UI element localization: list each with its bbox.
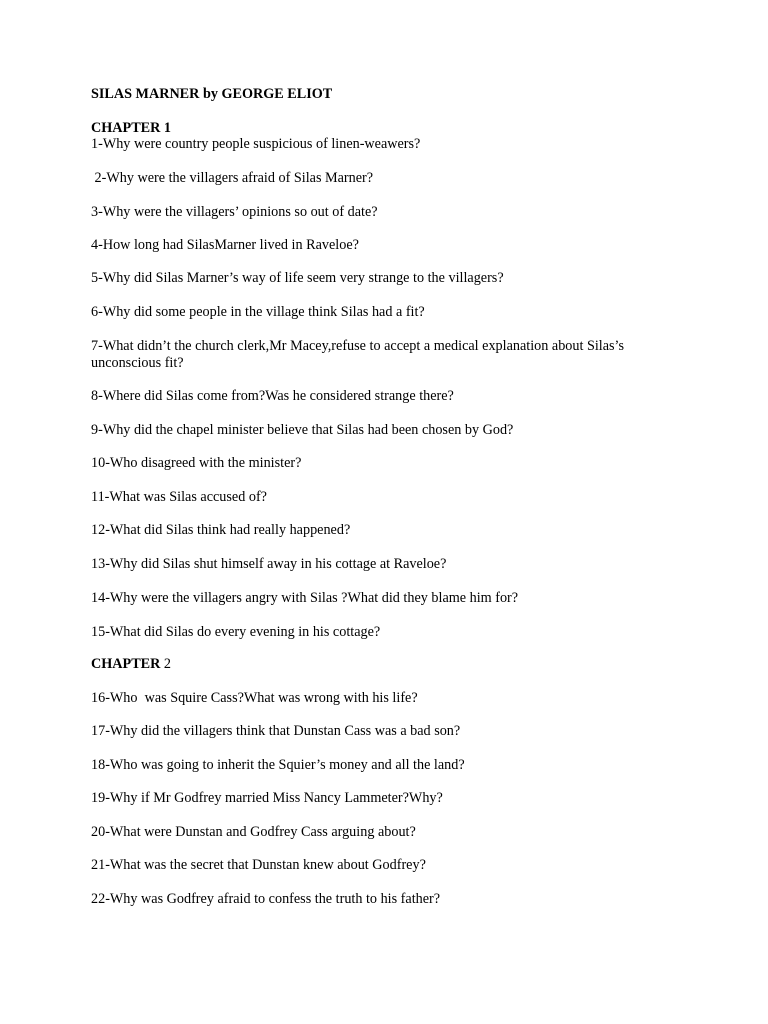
question-item: 1-Why were country people suspicious of linen-weawers? <box>91 136 421 152</box>
question-item: 17-Why did the villagers think that Dunstan Cass was a bad son? <box>91 723 461 739</box>
document-title: SILAS MARNER by GEORGE ELIOT <box>91 86 333 102</box>
question-item: 20-What were Dunstan and Godfrey Cass arguing about? <box>91 824 416 840</box>
chapter-2-heading-number: 2 <box>163 656 172 672</box>
question-item: 21-What was the secret that Dunstan knew about Godfrey? <box>91 857 426 873</box>
question-item: 15-What did Silas do every evening in his cottage? <box>91 624 381 640</box>
question-item: 18-Who was going to inherit the Squier’s money and all the land? <box>91 757 465 773</box>
question-item: 22-Why was Godfrey afraid to confess the truth to his father? <box>91 891 441 907</box>
question-item: 11-What was Silas accused of? <box>91 489 267 505</box>
question-item: 2-Why were the villagers afraid of Silas Marner? <box>91 170 374 186</box>
chapter-2-heading-label: CHAPTER <box>91 656 161 672</box>
question-item: 12-What did Silas think had really happened? <box>91 522 351 538</box>
question-item: 6-Why did some people in the village think Silas had a fit? <box>91 304 425 320</box>
question-item: 13-Why did Silas shut himself away in his cottage at Raveloe? <box>91 556 447 572</box>
question-item: 4-How long had SilasMarner lived in Raveloe? <box>91 237 359 253</box>
question-item: 5-Why did Silas Marner’s way of life seem very strange to the villagers? <box>91 270 504 286</box>
question-item: 16-Who was Squire Cass?What was wrong with his life? <box>91 690 418 706</box>
question-item: 19-Why if Mr Godfrey married Miss Nancy Lammeter?Why? <box>91 790 443 806</box>
question-item: 14-Why were the villagers angry with Silas ?What did they blame him for? <box>91 590 519 606</box>
question-item: 3-Why were the villagers’ opinions so out of date? <box>91 204 378 220</box>
chapter-2-heading <box>91 656 691 673</box>
question-item: 7-What didn’t the church clerk,Mr Macey,refuse to accept a medical explanation about Silas’s unconscious fit? <box>91 338 628 371</box>
question-item: 8-Where did Silas come from?Was he considered strange there? <box>91 388 454 404</box>
question-item: 9-Why did the chapel minister believe that Silas had been chosen by God? <box>91 422 514 438</box>
chapter-1-heading: CHAPTER 1 <box>91 120 172 136</box>
question-item: 10-Who disagreed with the minister? <box>91 455 302 471</box>
